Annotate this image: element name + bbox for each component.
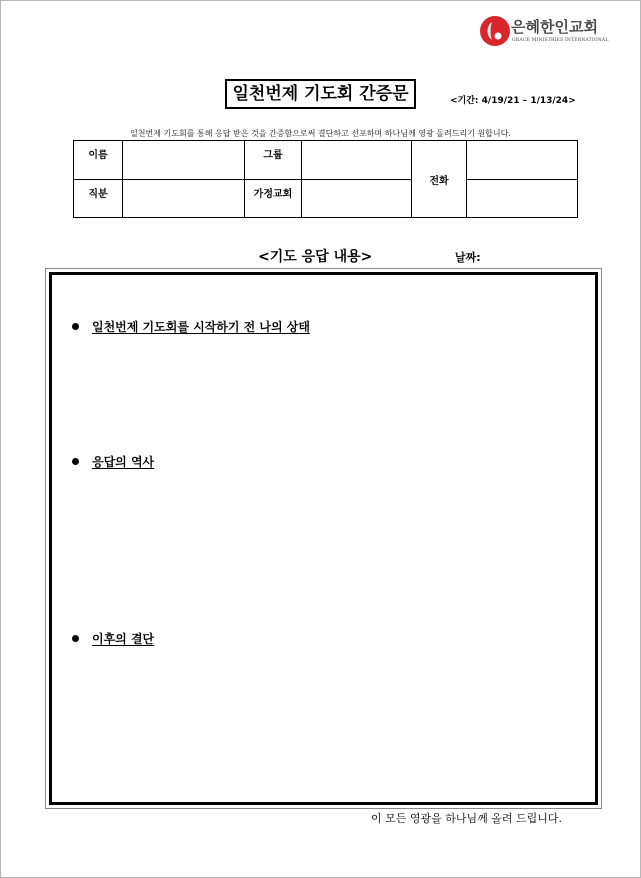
section-title: <기도 응답 내용>: [258, 249, 373, 265]
position-label: 직분: [74, 180, 123, 218]
footer-text: 이 모든 영광을 하나님께 올려 드립니다.: [371, 812, 562, 825]
info-form-table: [73, 140, 578, 218]
intro-text: 일천번제 기도회를 통해 응답 받은 것을 간증함으로써 결단하고 선포하며 하나님께 영광 돌려드리기 원합니다.: [130, 129, 511, 138]
list-item: [72, 453, 154, 470]
phone-field-1[interactable]: [467, 141, 578, 180]
item-heading: 일천번제 기도회를 시작하기 전 나의 상태: [92, 320, 310, 334]
phone-field-2[interactable]: [467, 180, 578, 218]
date-label: 날짜:: [455, 251, 481, 264]
logo-name-korean: 은혜한인교회: [511, 18, 598, 36]
bullet-icon: [72, 323, 79, 330]
period-text: <기간: 4/19/21 – 1/13/24>: [450, 96, 576, 106]
house-church-field[interactable]: [302, 180, 412, 218]
phone-label: 전화: [412, 141, 467, 218]
bullet-icon: [72, 635, 79, 642]
list-item: [72, 318, 310, 335]
content-frame[interactable]: [49, 272, 598, 805]
item-heading: 이후의 결단: [92, 632, 155, 646]
logo-name-english: GRACE MINISTRIES INTERNATIONAL: [512, 38, 609, 43]
name-label: 이름: [74, 141, 123, 180]
church-logo: [480, 12, 609, 48]
logo-mark-icon: [480, 16, 510, 46]
group-label: 그룹: [245, 141, 302, 180]
list-item: [72, 630, 154, 647]
house-church-label: 가정교회: [245, 180, 302, 218]
group-field[interactable]: [302, 141, 412, 180]
position-field[interactable]: [123, 180, 245, 218]
item-heading: 응답의 역사: [92, 455, 155, 469]
name-field[interactable]: [123, 141, 245, 180]
document-title: 일천번제 기도회 간증문: [225, 79, 416, 109]
bullet-icon: [72, 458, 79, 465]
